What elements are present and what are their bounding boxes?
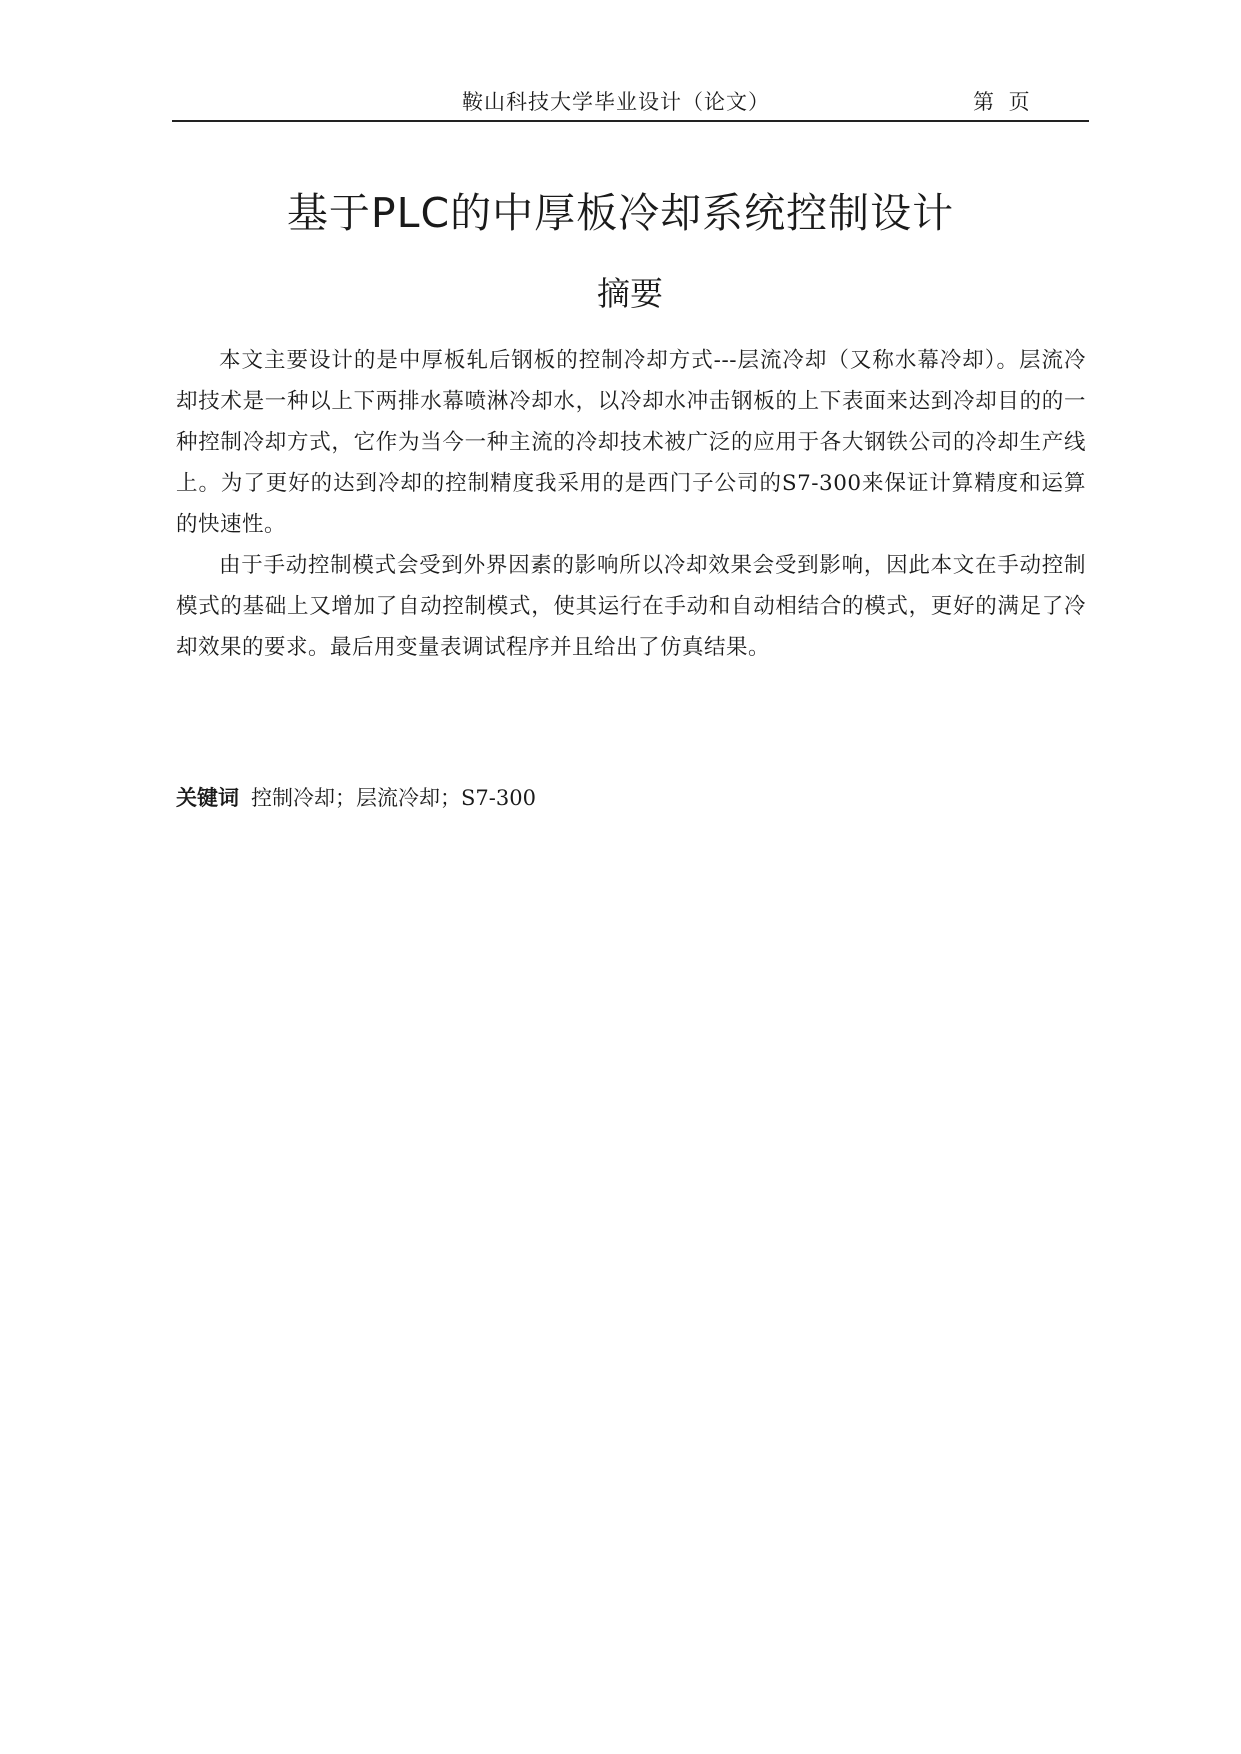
keywords-text: 控制冷却；层流冷却；S7-300: [251, 786, 536, 810]
document-title: 基于PLC的中厚板冷却系统控制设计: [286, 189, 955, 237]
abstract-heading: 摘要: [597, 274, 663, 313]
abstract-paragraph-1: 本文主要设计的是中厚板轧后钢板的控制冷却方式---层流冷却（又称水幕冷却）。层流冷却技术是一种以上下两排水幕喷淋冷却水，以冷却水冲击钢板的上下表面来达到冷却目的的一种控制冷却方式，它作为当今一种主流的冷却技术被广泛的应用于各大钢铁公司的冷却生产线上。为了更好的达到冷却的控制精度我采用的是西门子公司的S7-300来保证计算精度和运算的快速性。: [176, 348, 1086, 537]
header-page-number: 第 页: [973, 90, 1034, 114]
abstract-body: [176, 340, 1086, 668]
abstract-paragraph-2: 由于手动控制模式会受到外界因素的影响所以冷却效果会受到影响，因此本文在手动控制模式的基础上又增加了自动控制模式，使其运行在手动和自动相结合的模式，更好的满足了冷却效果的要求。最后用变量表调试程序并且给出了仿真结果。: [176, 553, 1086, 660]
header-title: 鞍山科技大学毕业设计（论文）: [462, 90, 770, 114]
keywords-line: [176, 783, 536, 813]
page-header: [172, 86, 1089, 122]
keywords-label: 关键词: [176, 786, 239, 810]
